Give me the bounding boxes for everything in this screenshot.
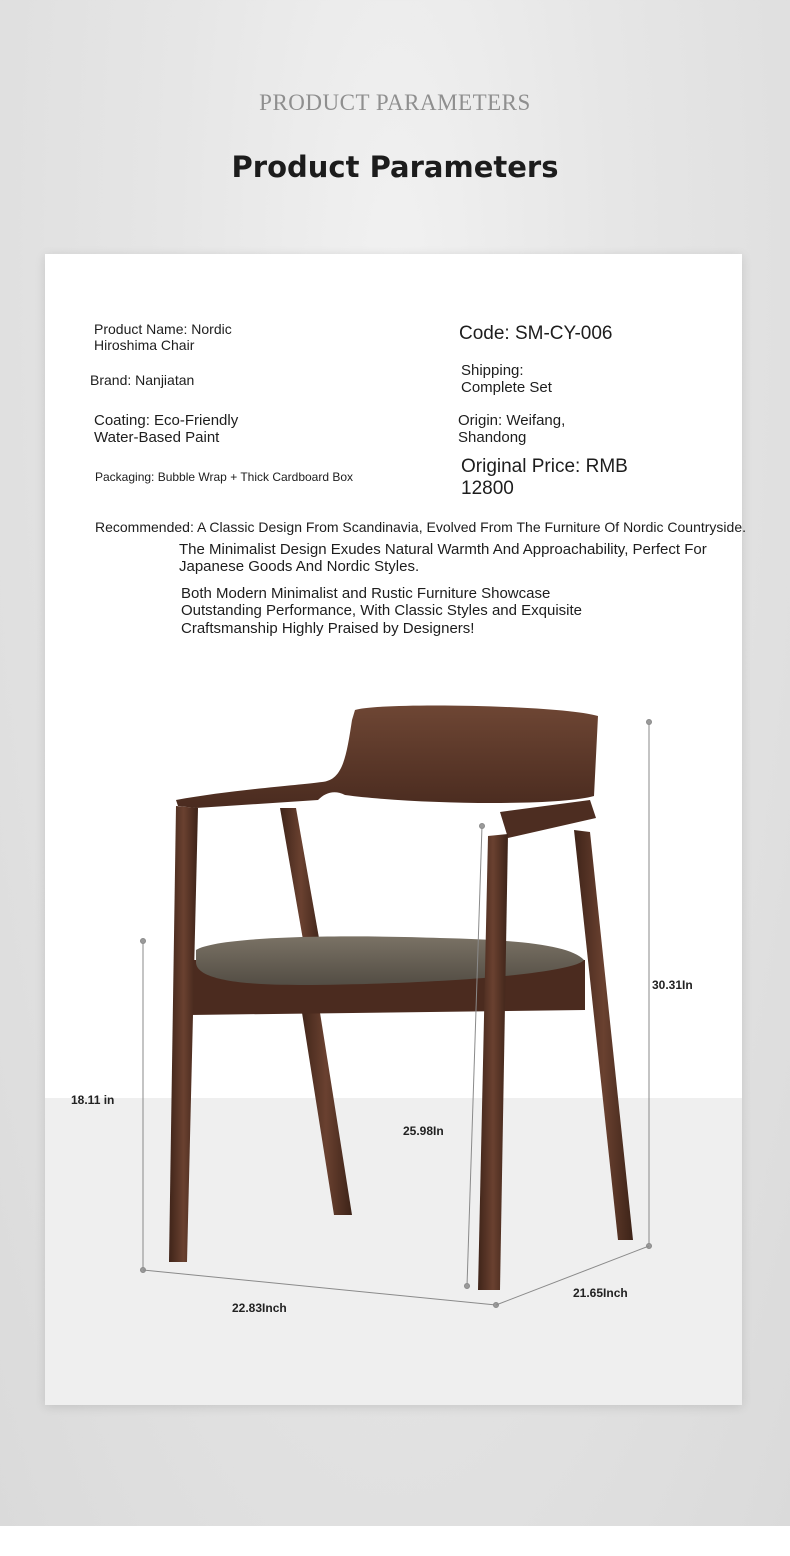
arm-height-top-dot	[480, 824, 485, 829]
dimension-total-height-label: 30.31In	[652, 978, 693, 992]
rear-leg-right	[574, 830, 633, 1240]
seat-height-top-dot	[141, 939, 146, 944]
chair-backrest	[176, 705, 598, 808]
spec-code: Code: SM-CY-006	[459, 323, 613, 344]
rear-leg-left-lower	[300, 1000, 352, 1215]
spec-original-price: Original Price: RMB 12800	[461, 456, 628, 499]
spec-product-name: Product Name: Nordic Hiroshima Chair	[94, 321, 232, 354]
chair-image	[169, 705, 633, 1290]
spec-shipping: Shipping: Complete Set	[461, 362, 552, 397]
spec-origin: Origin: Weifang, Shandong	[458, 412, 566, 447]
spec-packaging: Packaging: Bubble Wrap + Thick Cardboard Box	[95, 470, 354, 484]
dimension-width-label: 22.83Inch	[232, 1301, 287, 1315]
arm-height-bottom-dot	[465, 1284, 470, 1289]
spec-brand: Brand: Nanjiatan	[90, 372, 195, 388]
description-recommended: Recommended: A Classic Design From Scandinavia, Evolved From The Furniture Of Nordic Countryside.	[95, 519, 747, 535]
dimension-arm-height-label: 25.98In	[403, 1124, 444, 1138]
section-subtitle: PRODUCT PARAMETERS	[259, 90, 531, 115]
description-minimalist: The Minimalist Design Exudes Natural Warmth And Approachability, Perfect For Japanese Goods And Nordic Styles.	[179, 541, 707, 576]
description-craftsmanship: Both Modern Minimalist and Rustic Furniture Showcase Outstanding Performance, With Classic Styles and Exquisite Craftsmanship Highly Praised by Designers!	[181, 585, 583, 637]
rear-leg-left	[280, 808, 322, 957]
page-title: Product Parameters	[231, 150, 559, 184]
dimension-depth-label: 21.65Inch	[573, 1286, 628, 1300]
front-leg-left	[169, 806, 198, 1262]
dimension-seat-height-label: 18.11 in	[71, 1093, 115, 1107]
spec-coating: Coating: Eco-Friendly Water-Based Paint	[94, 412, 239, 447]
width-line	[143, 1270, 496, 1305]
total-height-top-dot	[647, 720, 652, 725]
front-leg-right	[478, 834, 508, 1290]
